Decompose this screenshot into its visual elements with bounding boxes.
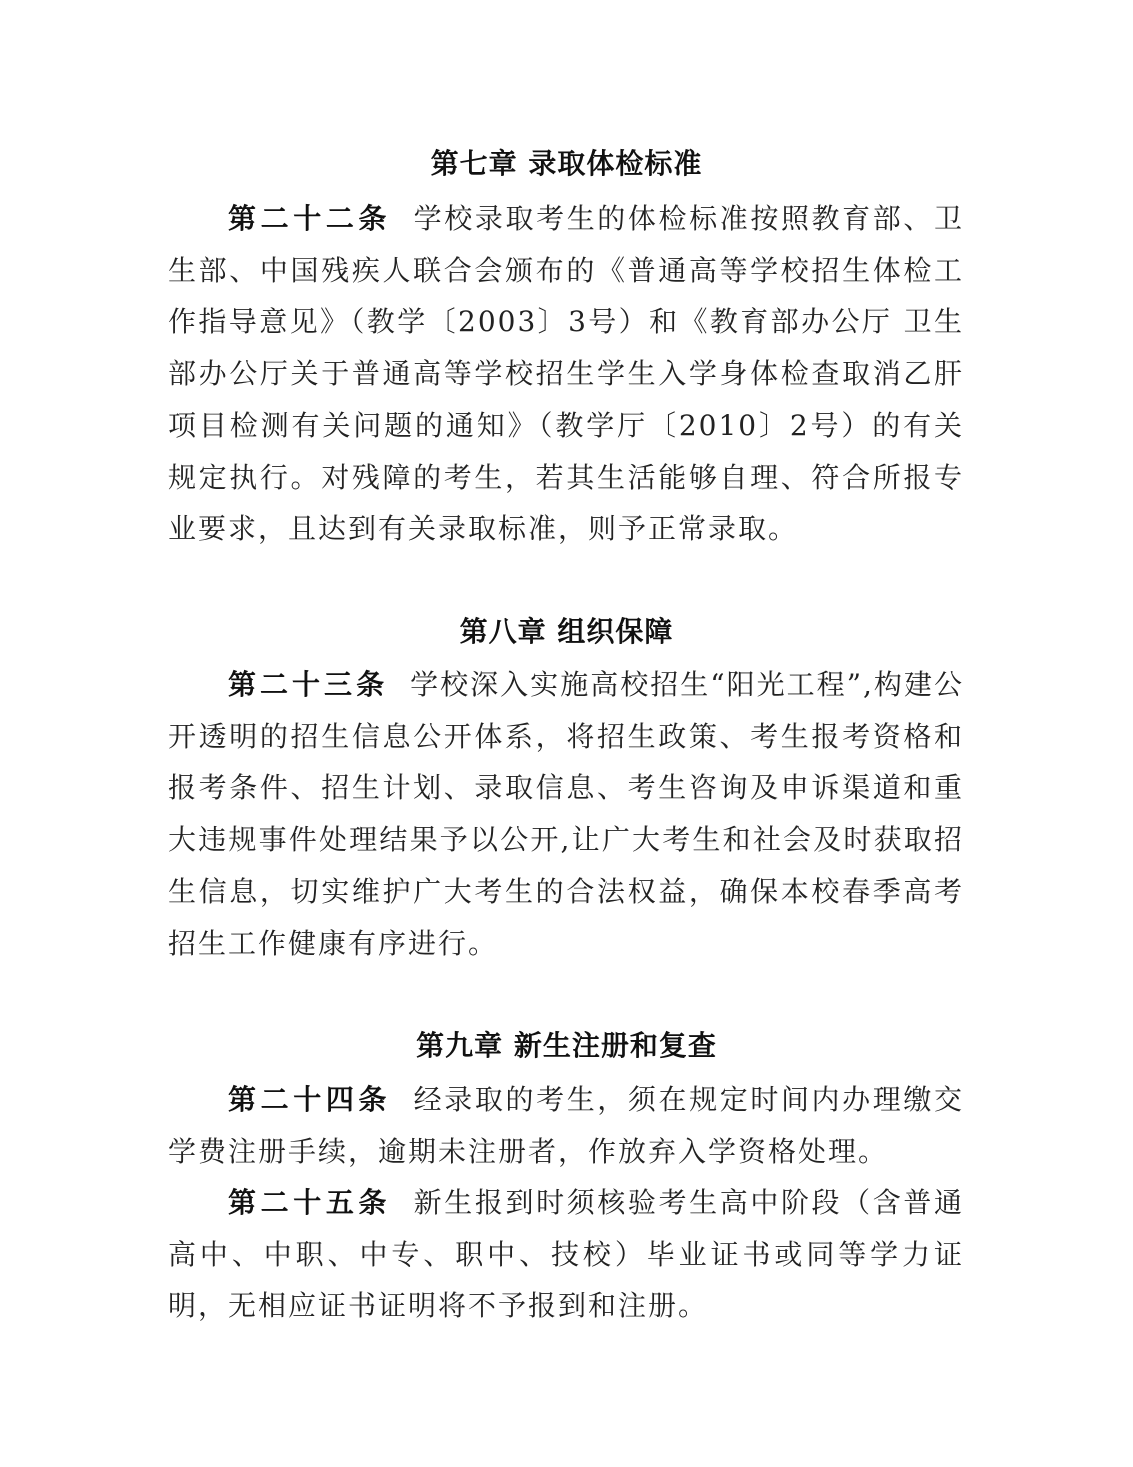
article-25-text: 新生报到时须核验考生高中阶段（含普通高中、中职、中专、职中、技校）毕业证书或同等学力证明，无相应证书证明将不予报到和注册。 xyxy=(168,1186,964,1323)
article-22-text: 学校录取考生的体检标准按照教育部、卫生部、中国残疾人联合会颁布的《普通高等学校招生体检工作指导意见》（教学〔2003〕3号）和《教育部办公厅 卫生部办公厅关于普通高等学校招生学生入学身体检查取消乙肝项目检测有关问题的通知》（教学厅〔2010〕2号）的有关规定执行。对残障的考生，若其生活能够自理、符合所报专业要求，且达到有关录取标准，则予正常录取。 xyxy=(168,202,964,546)
article-24-label: 第二十四条 xyxy=(228,1083,392,1116)
article-25-label: 第二十五条 xyxy=(228,1186,392,1219)
article-24 xyxy=(168,1074,964,1177)
article-23 xyxy=(168,659,964,969)
chapter-8-heading: 第八章 组织保障 xyxy=(459,615,674,648)
article-22-label: 第二十二条 xyxy=(228,202,392,235)
chapter-9-heading: 第九章 新生注册和复查 xyxy=(416,1029,717,1062)
article-22 xyxy=(168,193,964,555)
article-23-text: 学校深入实施高校招生“阳光工程”,构建公开透明的招生信息公开体系，将招生政策、考生报考资格和报考条件、招生计划、录取信息、考生咨询及申诉渠道和重大违规事件处理结果予以公开,让广大考生和社会及时获取招生信息，切实维护广大考生的合法权益，确保本校春季高考招生工作健康有序进行。 xyxy=(168,668,964,960)
article-23-label: 第二十三条 xyxy=(228,668,389,701)
article-24-text: 经录取的考生，须在规定时间内办理缴交学费注册手续，逾期未注册者，作放弃入学资格处理。 xyxy=(168,1083,964,1168)
chapter-7-heading: 第七章 录取体检标准 xyxy=(430,147,703,180)
article-25 xyxy=(168,1177,964,1332)
